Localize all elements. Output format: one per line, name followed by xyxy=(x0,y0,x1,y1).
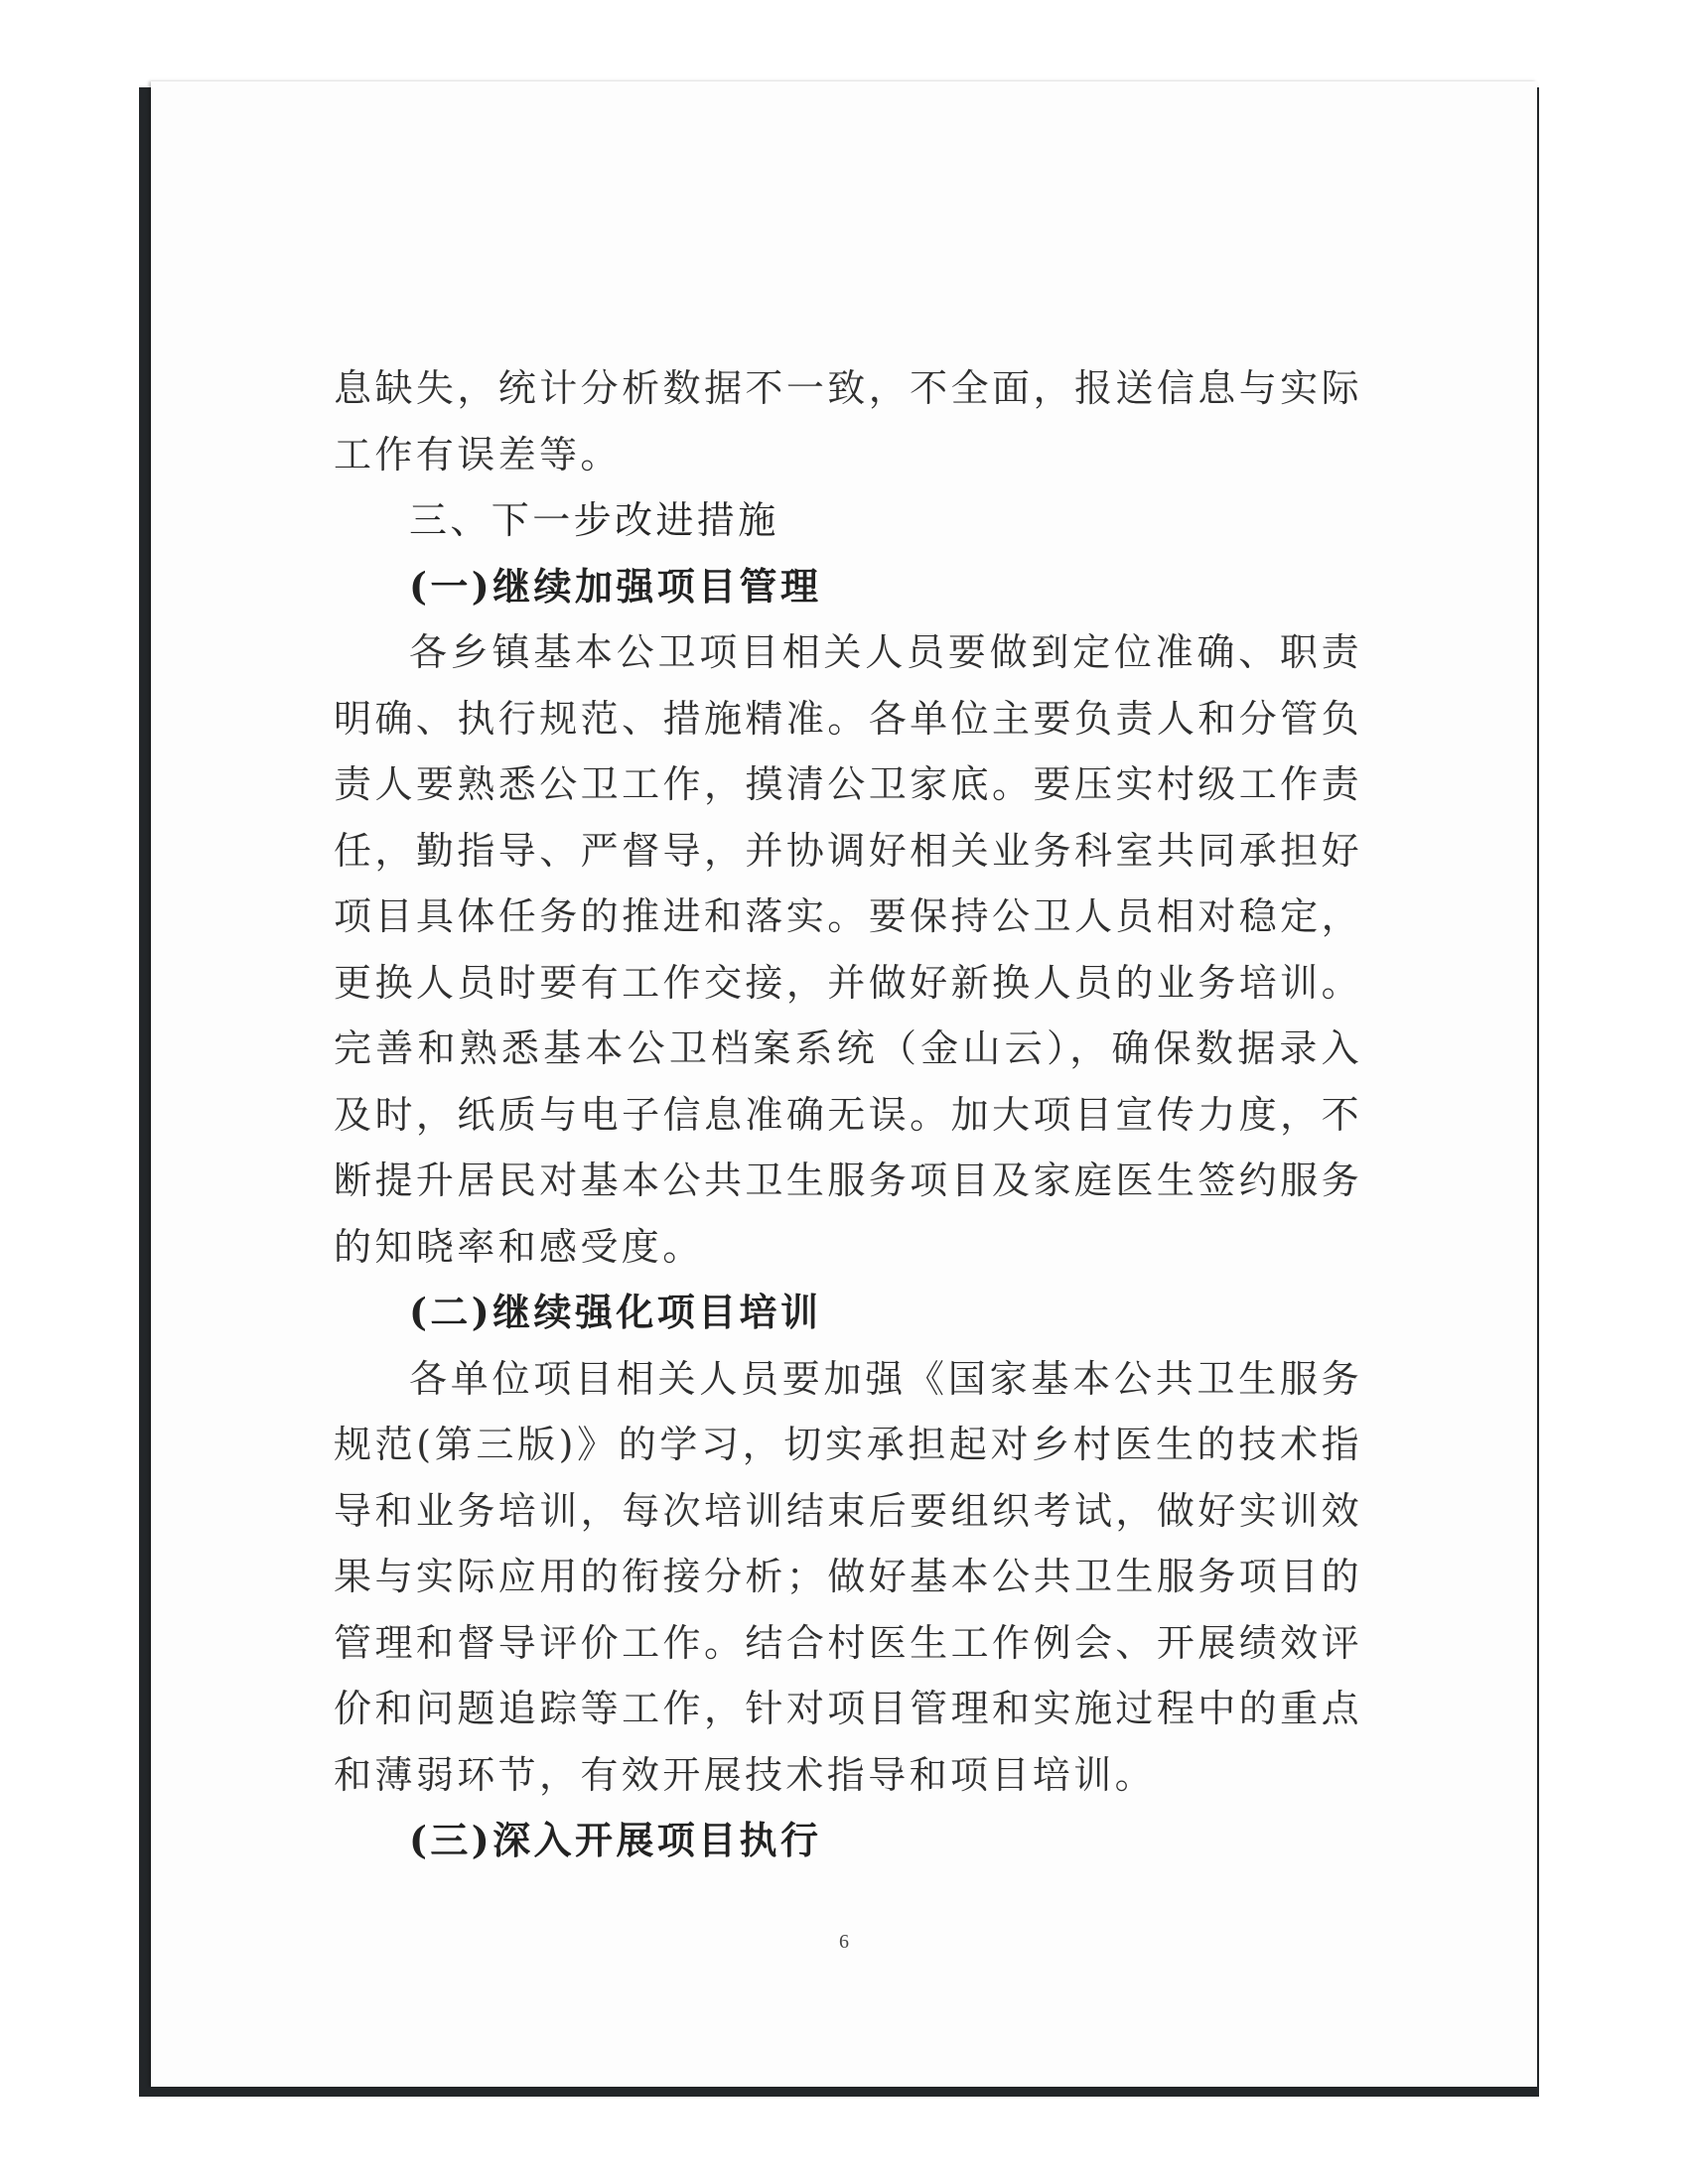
paragraph-project-management: 各乡镇基本公卫项目相关人员要做到定位准确、职责明确、执行规范、措施精准。各单位主要负责人和分管负责人要熟悉公卫工作，摸清公卫家底。要压实村级工作责任，勤指导、严督导，并协调好相关业务科室共同承担好项目具体任务的推进和落实。要保持公卫人员相对稳定，更换人员时要有工作交接，并做好新换人员的业务培训。完善和熟悉基本公卫档案系统（金山云），确保数据录入及时，纸质与电子信息准确无误。加大项目宣传力度，不断提升居民对基本公共卫生服务项目及家庭医生签约服务的知晓率和感受度。 xyxy=(334,630,1362,1269)
subheading-project-execution: (三)深入开展项目执行 xyxy=(409,1818,822,1862)
paragraph-project-training: 各单位项目相关人员要加强《国家基本公共卫生服务规范(第三版)》的学习，切实承担起对乡村医生的技术指导和业务培训，每次培训结束后要组织考试，做好实训效果与实际应用的衔接分析；做好基本公共卫生服务项目的管理和督导评价工作。结合村医生工作例会、开展绩效评价和问题追踪等工作，针对项目管理和实施过程中的重点和薄弱环节，有效开展技术指导和项目培训。 xyxy=(334,1356,1362,1797)
document-body xyxy=(334,355,1362,1874)
subheading-project-training: (二)继续强化项目培训 xyxy=(409,1290,822,1334)
subheading-project-management: (一)继续加强项目管理 xyxy=(409,563,822,609)
paragraph-continuation: 息缺失，统计分析数据不一致，不全面，报送信息与实际工作有误差等。 xyxy=(334,366,1362,477)
section-heading-improvement-measures: 三、下一步改进措施 xyxy=(409,498,779,542)
page-number: 6 xyxy=(839,1931,849,1953)
